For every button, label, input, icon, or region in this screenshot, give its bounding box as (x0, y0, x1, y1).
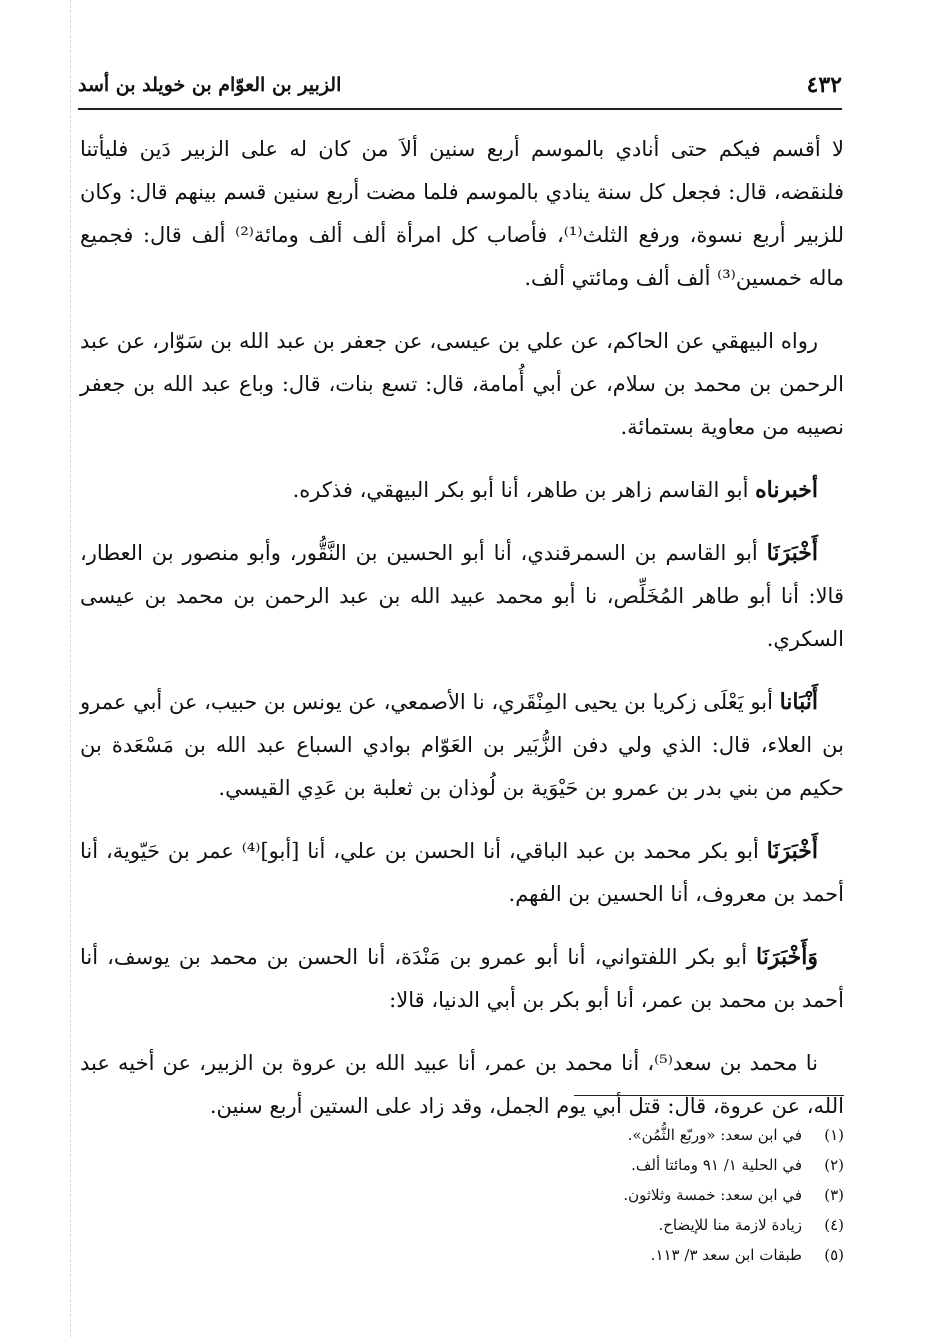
footnote-item (80, 1240, 844, 1270)
footnote-number: (٥) (824, 1246, 844, 1264)
running-title: الزبير بن العوّام بن خويلد بن أسد (78, 74, 342, 96)
scan-gutter-line (70, 0, 71, 1337)
main-text (80, 128, 844, 1148)
paragraph: نا محمد بن سعد⁽⁵⁾، أنا محمد بن عمر، أنا عبيد الله بن عروة بن الزبير، عن أخيه عبد الله، عن عروة، قال: قتل أبي يوم الجمل، وقد زاد على الستين أربع سنين. (80, 1051, 844, 1118)
paragraph: أَخْبَرَنَا أبو بكر محمد بن عبد الباقي، أنا الحسن بن علي، أنا [أبو]⁽⁴⁾ عمر بن حَيّوية، أنا أحمد بن معروف، أنا الحسين بن الفهم. (80, 838, 844, 906)
footnote-text: في ابن سعد: «وربّع الثُّمُن». (627, 1126, 802, 1144)
footnote-text: زيادة لازمة منا للإيضاح. (658, 1216, 802, 1234)
paragraph: رواه البيهقي عن الحاكم، عن علي بن عيسى، عن جعفر بن عبد الله بن سَوّار، عن عبد الرحمن بن محمد بن سلام، عن أبي أُمامة، قال: تسع بنات، قال: وباع عبد الله بن جعفر نصيبه من معاوية بستمائة. (80, 329, 844, 439)
paragraph: أَخْبَرَنَا أبو القاسم بن السمرقندي، أنا أبو الحسين بن النَّقُّور، وأبو منصور بن العطار، قالا: أنا أبو طاهر المُخَلِّص، نا أبو محمد عبيد الله بن عبد الرحمن بن محمد بن عيسى السكري. (80, 540, 844, 651)
header-rule (78, 108, 842, 110)
page-number: ٤٣٢ (806, 72, 842, 98)
footnote-number: (٤) (824, 1216, 844, 1234)
paragraph: لا أقسم فيكم حتى أنادي بالموسم أربع سنين ألاَ من كان له على الزبير دَين فليأتنا فلنقضه، قال: فجعل كل سنة ينادي بالموسم فلما مضت أربع سنين قسم بينهم قال: وكان للزبير أربع نسوة، ورفع الثلث⁽¹⁾، فأصاب كل امرأة ألف ألف ومائة⁽²⁾ ألف قال: فجميع ماله خمسين⁽³⁾ ألف ألف ومائتي ألف. (80, 137, 844, 290)
footnote-rule (574, 1095, 844, 1096)
footnote-number: (١) (824, 1126, 844, 1144)
isnad-keyword: أَخْبَرَنَا (766, 838, 818, 864)
page-header (78, 66, 842, 110)
footnote-text: طبقات ابن سعد ٣/ ١١٣. (650, 1246, 802, 1264)
footnote-item (80, 1150, 844, 1180)
isnad-keyword: أخبرناه (755, 477, 818, 503)
footnote-item (80, 1120, 844, 1150)
paragraph: أخبرناه أبو القاسم زاهر بن طاهر، أنا أبو بكر البيهقي، فذكره. (292, 477, 818, 503)
isnad-keyword: أَخْبَرَنَا (766, 540, 818, 566)
footnote-item (80, 1180, 844, 1210)
paragraph: أَنْبَانا أبو يَعْلَى زكريا بن يحيى المِنْقَري، نا الأصمعي، عن يونس بن حبيب، عن أبي عمرو بن العلاء، قال: الذي ولي دفن الزُّبَير بن العَوّام بوادي السباع عبد الله بن مَسْعَدة بن حكيم من بني بدر بن عمرو بن حَيْوَية بن لُوذان بن ثعلبة بن عَدِي القيسي. (80, 689, 844, 800)
paragraph: وَأَخْبَرَنَا أبو بكر اللفتواني، أنا أبو عمرو بن مَنْدَة، أنا الحسن بن محمد بن يوسف، أنا أحمد بن محمد بن عمر، أنا أبو بكر بن أبي الدنيا، قالا: (80, 944, 844, 1012)
footnote-number: (٣) (824, 1186, 844, 1204)
footnote-text: في ابن سعد: خمسة وثلاثون. (623, 1186, 802, 1204)
footnote-item (80, 1210, 844, 1240)
footnote-number: (٢) (824, 1156, 844, 1174)
isnad-keyword: أَنْبَانا (779, 689, 818, 715)
footnotes (80, 1120, 844, 1270)
isnad-keyword: وَأَخْبَرَنَا (756, 944, 818, 970)
footnote-text: في الحلية ١/ ٩١ ومائتا ألف. (631, 1156, 802, 1174)
